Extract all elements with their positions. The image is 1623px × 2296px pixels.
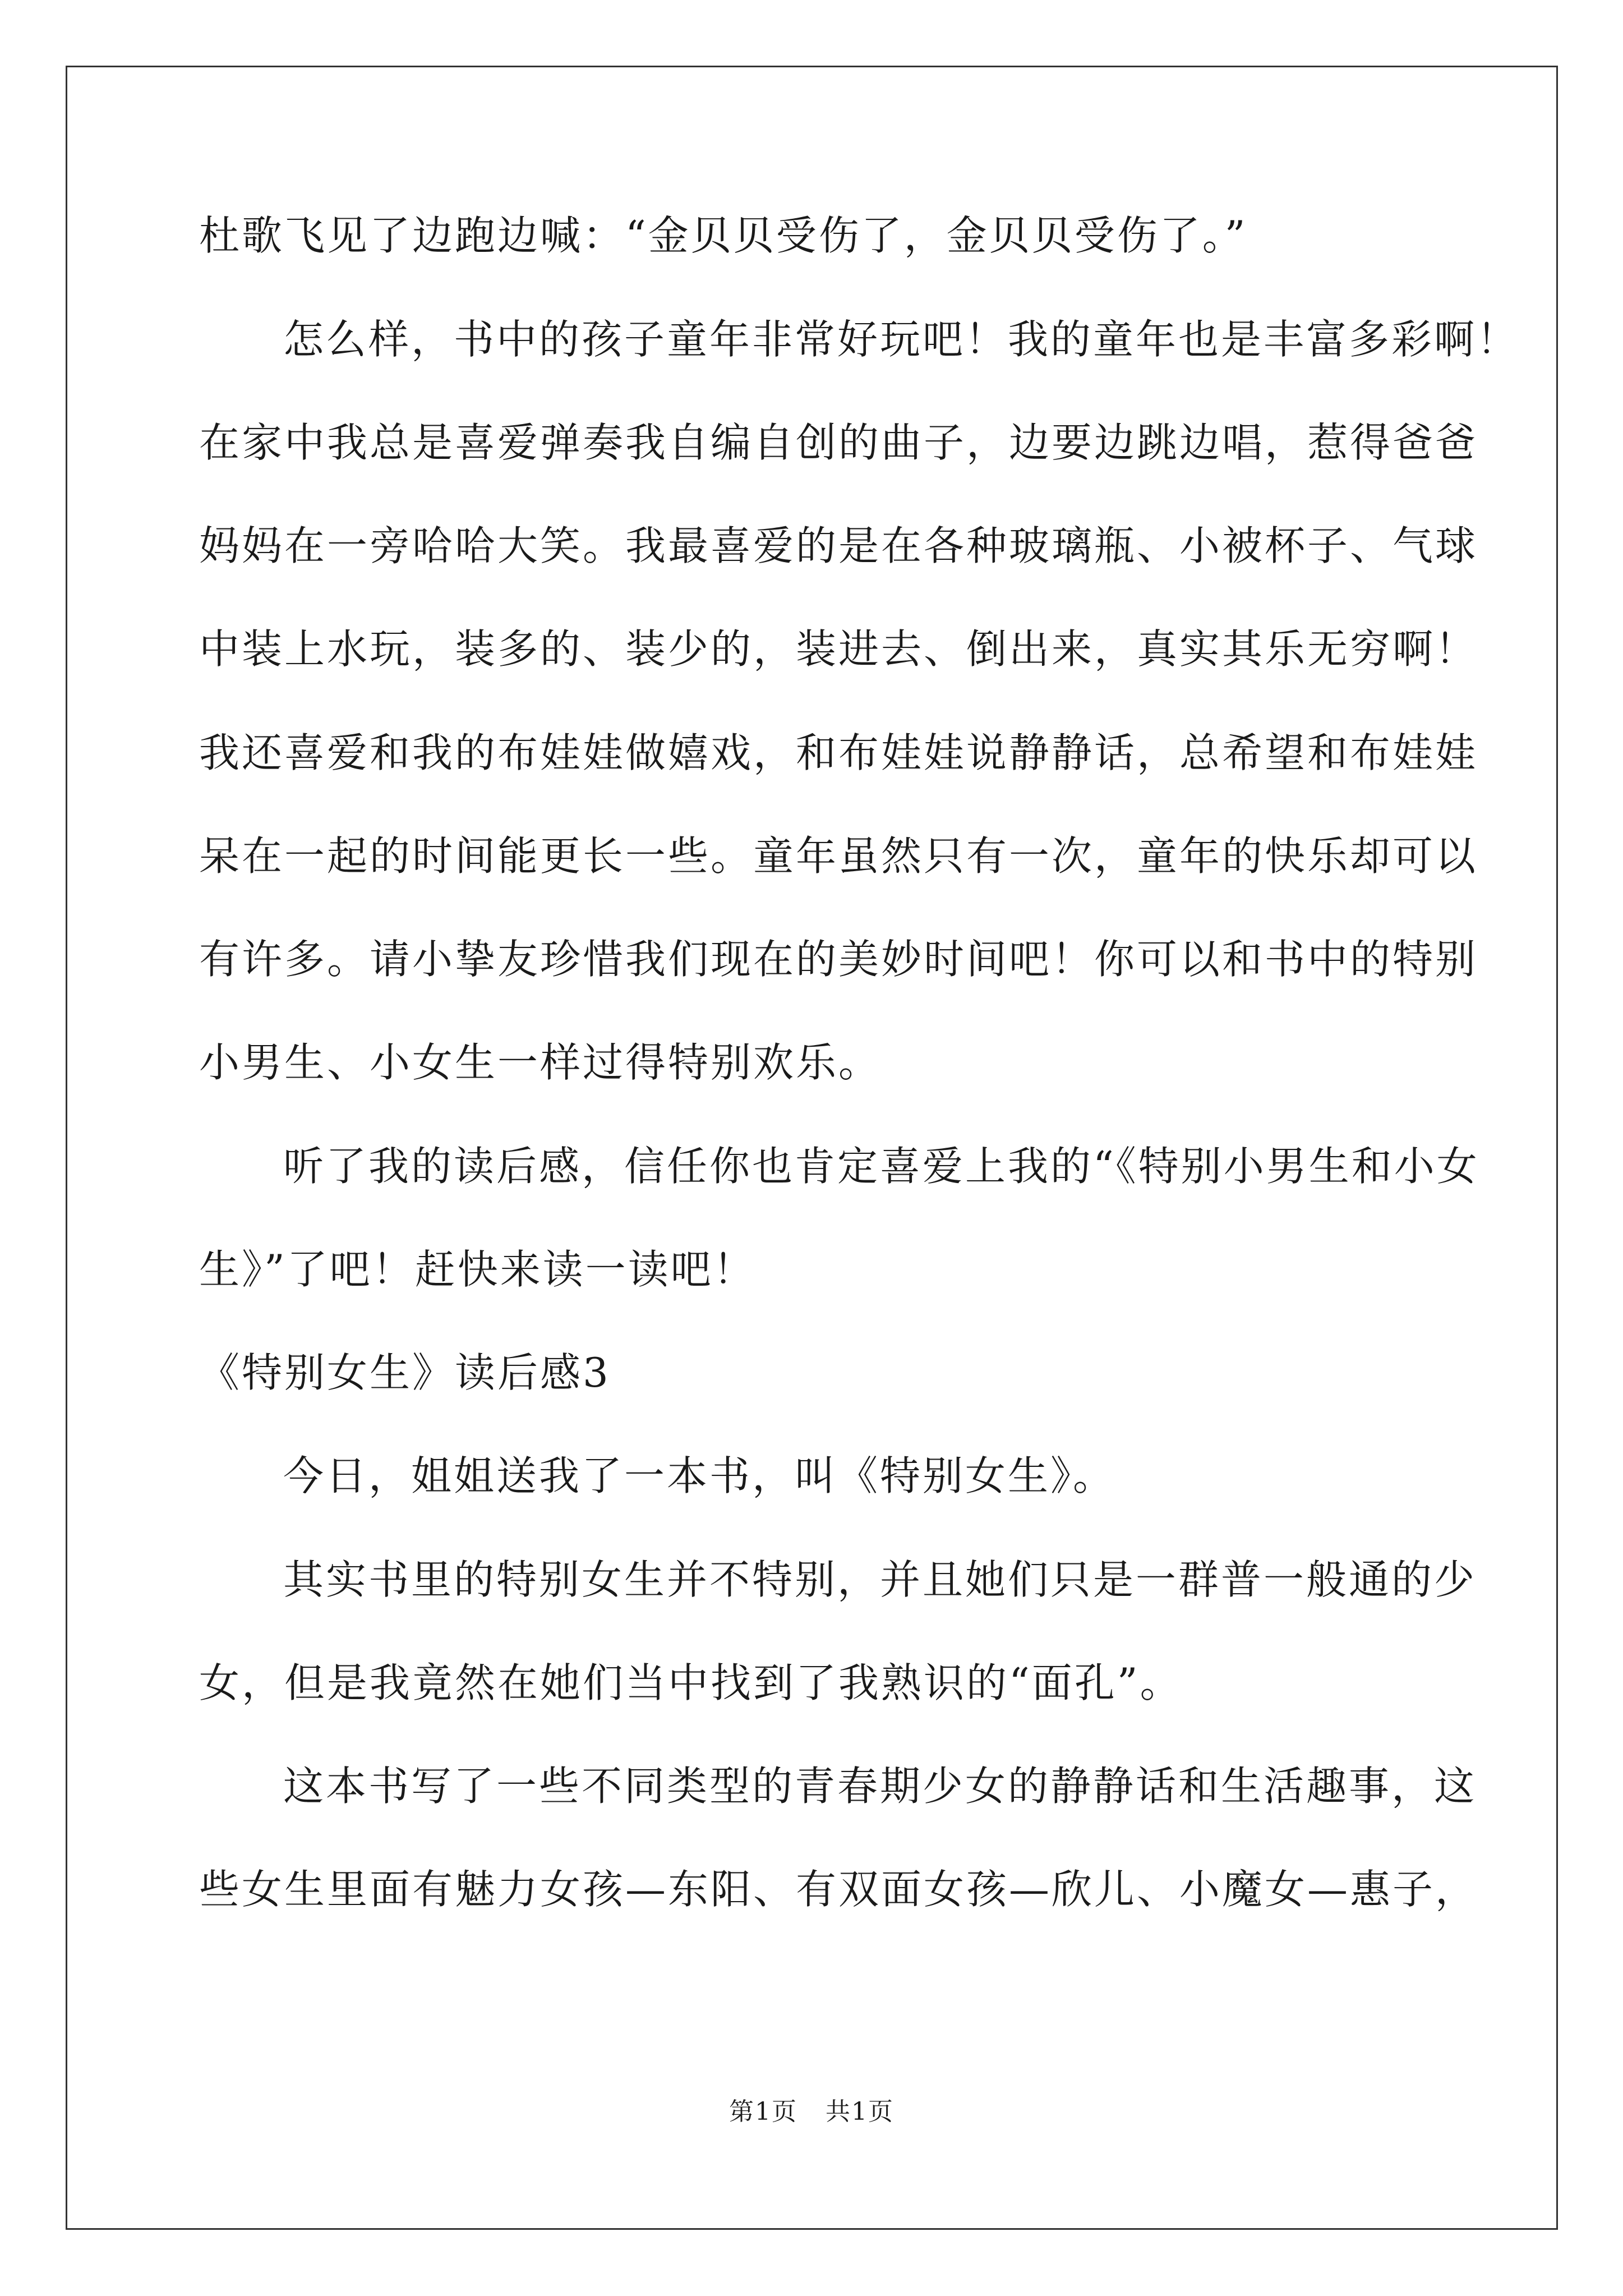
paragraph-line: 我还喜爱和我的布娃娃做嬉戏，和布娃娃说静静话，总希望和布娃娃 <box>199 729 1478 776</box>
total-pages: 共1页 <box>826 2097 894 2126</box>
paragraph-line: 有许多。请小挚友珍惜我们现在的美妙时间吧！你可以和书中的特别 <box>199 936 1478 983</box>
paragraph-line: 听了我的读后感，信任你也肯定喜爱上我的“《特别小男生和小女 <box>283 1143 1479 1190</box>
section-heading: 《特别女生》读后感3 <box>199 1349 611 1396</box>
paragraph-line: 生》”了吧！赶快来读一读吧！ <box>199 1246 756 1293</box>
paragraph-line: 中装上水玩，装多的、装少的，装进去、倒出来，真实其乐无穷啊！ <box>199 625 1478 673</box>
paragraph-line: 杜歌飞见了边跑边喊：“金贝贝受伤了，金贝贝受伤了。” <box>199 212 1248 259</box>
page-footer <box>0 2095 1623 2129</box>
page-number: 第1页 <box>729 2097 797 2126</box>
paragraph-line: 呆在一起的时间能更长一些。童年虽然只有一次，童年的快乐却可以 <box>199 832 1478 880</box>
paragraph-line: 些女生里面有魅力女孩—东阳、有双面女孩—欣儿、小魔女—惠子， <box>199 1866 1478 1913</box>
paragraph-line: 小男生、小女生一样过得特别欢乐。 <box>199 1039 882 1086</box>
paragraph-line: 其实书里的特别女生并不特别，并且她们只是一群普一般通的少 <box>283 1556 1477 1603</box>
paragraph-line: 女，但是我竟然在她们当中找到了我熟识的“面孔”。 <box>199 1659 1183 1706</box>
paragraph-line: 在家中我总是喜爱弹奏我自编自创的曲子，边要边跳边唱，惹得爸爸 <box>199 419 1478 466</box>
paragraph-line: 妈妈在一旁哈哈大笑。我最喜爱的是在各种玻璃瓶、小被杯子、气球 <box>199 522 1478 569</box>
paragraph-line: 今日，姐姐送我了一本书，叫《特别女生》。 <box>283 1452 1116 1499</box>
paragraph-line: 怎么样，书中的孩子童年非常好玩吧！我的童年也是丰富多彩啊！ <box>283 316 1520 363</box>
paragraph-line: 这本书写了一些不同类型的青春期少女的静静话和生活趣事，这 <box>283 1763 1477 1810</box>
